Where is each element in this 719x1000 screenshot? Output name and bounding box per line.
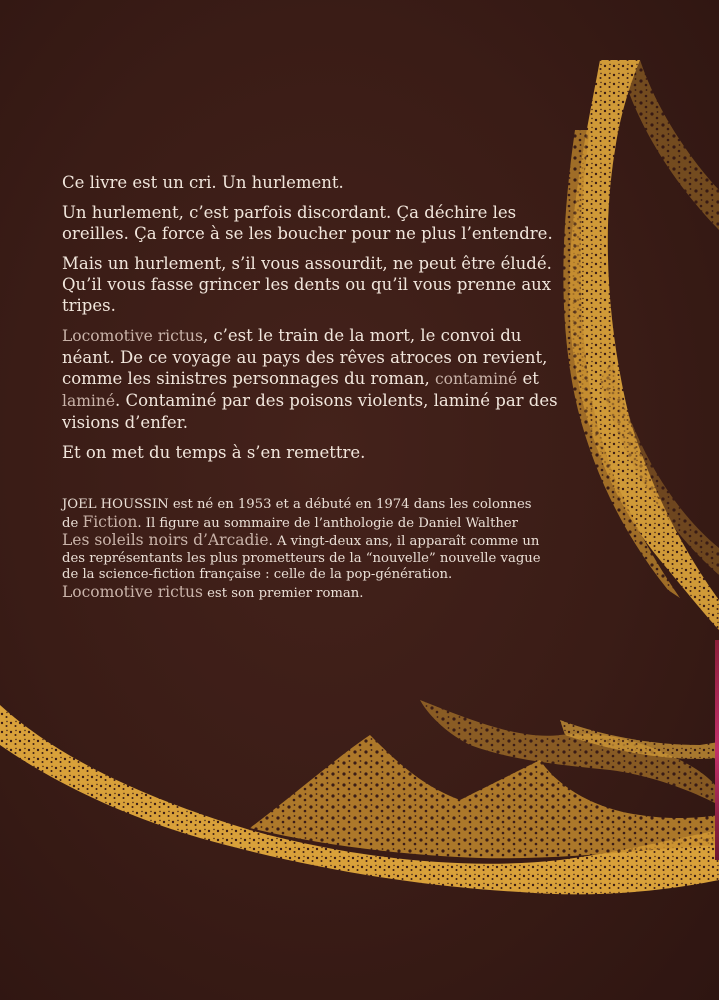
- blurb-p4-part-b: et: [517, 369, 539, 388]
- book-title: Locomotive rictus: [62, 327, 203, 345]
- bio-part-d: est son premier roman.: [202, 585, 364, 601]
- author-bio: [62, 497, 542, 602]
- blurb-text: [62, 172, 562, 472]
- blurb-paragraph-1: Ce livre est un cri. Un hurlement.: [62, 173, 344, 192]
- spine-edge: [715, 640, 719, 860]
- blurb-paragraph-3: Mais un hurlement, s’il vous assourdit, ne peut être éludé. Qu’il vous fasse grincer les dents ou qu’il vous prenne aux tripes.: [62, 254, 552, 315]
- blurb-p4-part-a: , c’est le train de la mort, le convoi du néant. De ce voyage au pays des rêves atroces on revient, comme les sinistres personnages du roman,: [62, 326, 548, 388]
- bio-part-c: . A vingt-deux ans, il apparaît comme un des représentants les plus prometteurs de la “nouvelle” nouvelle vague de la science-fiction française : celle de la pop-génération.: [62, 534, 541, 582]
- bio-part-a: JOEL HOUSSIN est né en 1953 et a débuté en 1974 dans les colonnes de: [62, 497, 532, 531]
- blurb-paragraph-5: Et on met du temps à s’en remettre.: [62, 443, 366, 462]
- blurb-p4-part-c: . Contaminé par des poisons violents, laminé par des visions d’enfer.: [62, 391, 558, 432]
- upper-planet-crescent: [563, 60, 719, 630]
- blurb-paragraph-2: Un hurlement, c’est parfois discordant. Ça déchire les oreilles. Ça force à se les boucher pour ne plus l’entendre.: [62, 203, 553, 243]
- lower-planet-arc: [0, 700, 719, 894]
- author-bio-paragraph: [62, 497, 542, 602]
- blurb-paragraph-4: [62, 325, 562, 433]
- magazine-name: Fiction: [82, 512, 138, 531]
- anthology-title: Les soleils noirs d’Arcadie: [62, 531, 269, 549]
- word-contamine: contaminé: [434, 370, 518, 388]
- word-lamine: laminé: [62, 392, 116, 410]
- bio-part-b: . Il figure au sommaire de l’anthologie de Daniel Walther: [137, 515, 518, 531]
- bio-book-title: Locomotive rictus: [62, 582, 203, 601]
